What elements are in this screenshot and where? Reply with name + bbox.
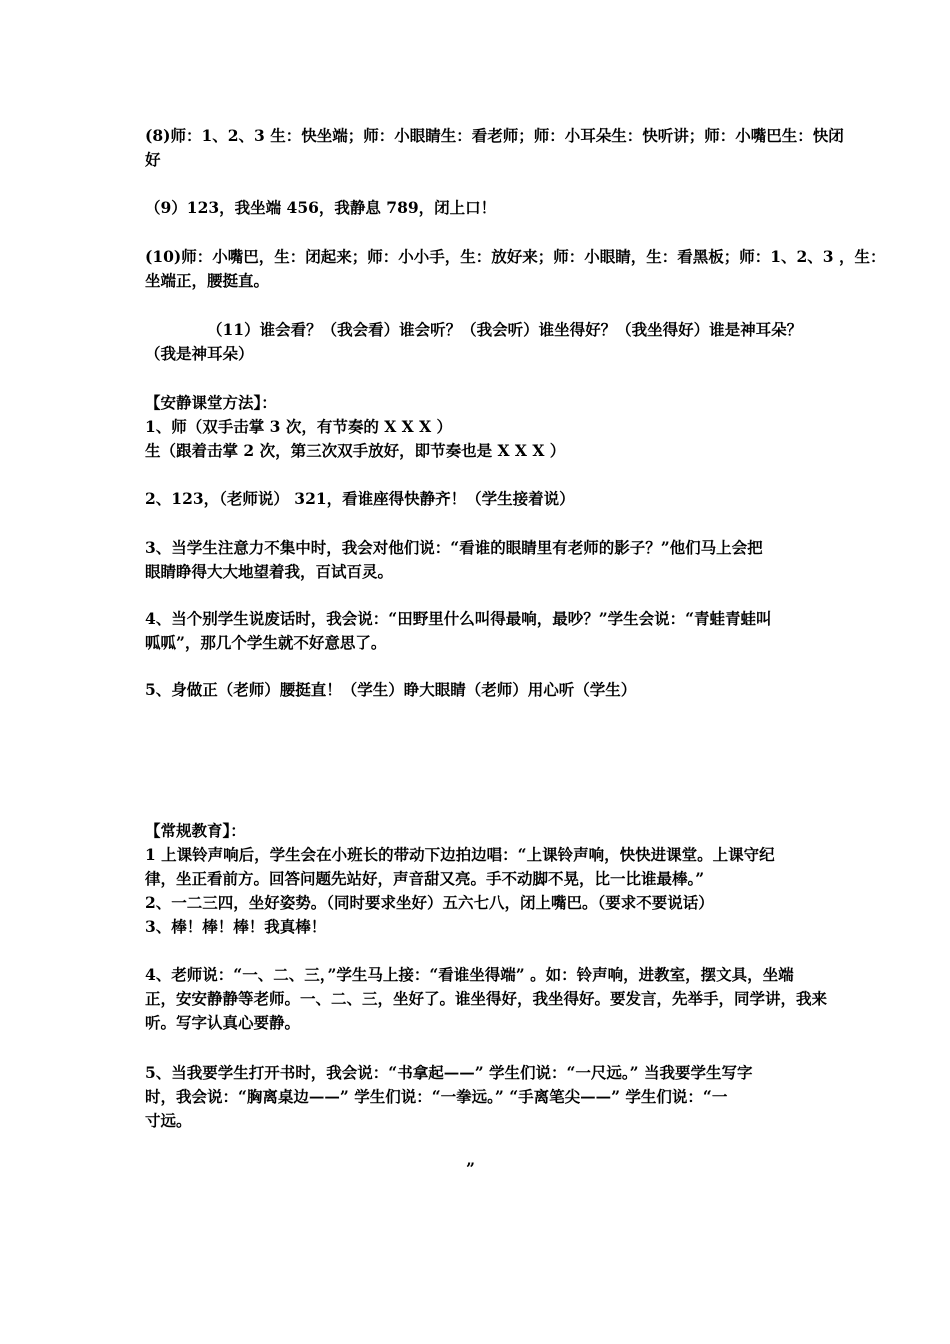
text-line: 5、当我要学生打开书时，我会说：“书拿起——” 学生们说：“一尺远。” 当我要学生写字 (145, 1063, 753, 1082)
text-line: 正，安安静静等老师。一、二、三，坐好了。谁坐得好，我坐得好。要发言，先举手，同学讲，我来 (145, 989, 828, 1008)
paragraph-cmd-10 (145, 245, 886, 293)
text-line: 3、棒！棒！棒！我真棒！ (145, 917, 327, 936)
text-line: 时，我会说：“胸离桌边——” 学生们说：“一拳远。” “手离笔尖——” 学生们说：“一 (145, 1087, 728, 1106)
text-line: 呱呱”，那几个学生就不好意思了。 (145, 633, 387, 652)
paragraph-cmd-8 (145, 124, 844, 172)
text-line: 生（跟着击掌 2 次，第三次双手放好，即节奏也是 X X X ） (145, 441, 566, 460)
routine-block-3 (145, 1061, 825, 1133)
paragraph-cmd-9 (145, 196, 825, 220)
text-line: 2、一二三四，坐好姿势。（同时要求坐好）五六七八，闭上嘴巴。（要求不要说话） (145, 893, 714, 912)
paragraph-cmd-11 (145, 318, 825, 366)
text-line: (10)师：小嘴巴，生：闭起来；师：小小手，生：放好来；师：小眼睛，生：看黑板；师：1、2、3 ，生： (145, 247, 886, 266)
quiet-method-block (145, 391, 825, 463)
routine-block-1 (145, 819, 825, 939)
text-line: （我是神耳朵） (145, 344, 254, 363)
text-line: 眼睛睁得大大地望着我，百试百灵。 (145, 562, 394, 581)
text-line: 4、老师说：“一、二、三，”学生马上接：“看谁坐得端” 。如：铃声响，进教室，摆文具，坐端 (145, 965, 794, 984)
quiet-method-item-2 (145, 487, 825, 511)
closing-quote: ” (466, 1159, 475, 1178)
text-line: 5、身做正（老师）腰挺直！（学生）睁大眼睛（老师）用心听（学生） (145, 680, 637, 699)
text-line: (8)师：1、2、3 生：快坐端；师：小眼睛生：看老师；师：小耳朵生：快听讲；师：小嘴巴生：快闭 (145, 126, 844, 145)
routine-block-2 (145, 963, 828, 1035)
quiet-method-item-4 (145, 607, 825, 655)
text-line: （11）谁会看？（我会看）谁会听？（我会听）谁坐得好？（我坐得好）谁是神耳朵？ (207, 320, 803, 339)
quiet-method-item-3 (145, 536, 825, 584)
section-heading: 【安静课堂方法】： (145, 393, 277, 412)
quiet-method-item-5 (145, 678, 825, 702)
text-line: 律，坐正看前方。回答问题先站好，声音甜又亮。手不动脚不晃，比一比谁最棒。” (145, 869, 705, 888)
text-line: （9）123，我坐端 456，我静息 789，闭上口！ (145, 198, 497, 217)
section-heading: 【常规教育】： (145, 821, 246, 840)
text-line: 1 上课铃声响后，学生会在小班长的带动下边拍边唱：“上课铃声响，快快进课堂。上课守纪 (145, 845, 775, 864)
text-line: 寸远。 (145, 1111, 192, 1130)
text-line: 4、当个别学生说废话时，我会说：“田野里什么叫得最响，最吵？”学生会说：“青蛙青蛙叫 (145, 609, 772, 628)
text-line: 1、师（双手击掌 3 次，有节奏的 X X X ） (145, 417, 453, 436)
text-line: 3、当学生注意力不集中时，我会对他们说：“看谁的眼睛里有老师的影子？”他们马上会把 (145, 538, 763, 557)
text-line: 坐端正，腰挺直。 (145, 271, 270, 290)
text-line: 2、123，（老师说） 321，看谁座得快静齐！（学生接着说） (145, 489, 575, 508)
text-line: 好 (145, 150, 161, 169)
text-line: 听。写字认真心要静。 (145, 1013, 301, 1032)
